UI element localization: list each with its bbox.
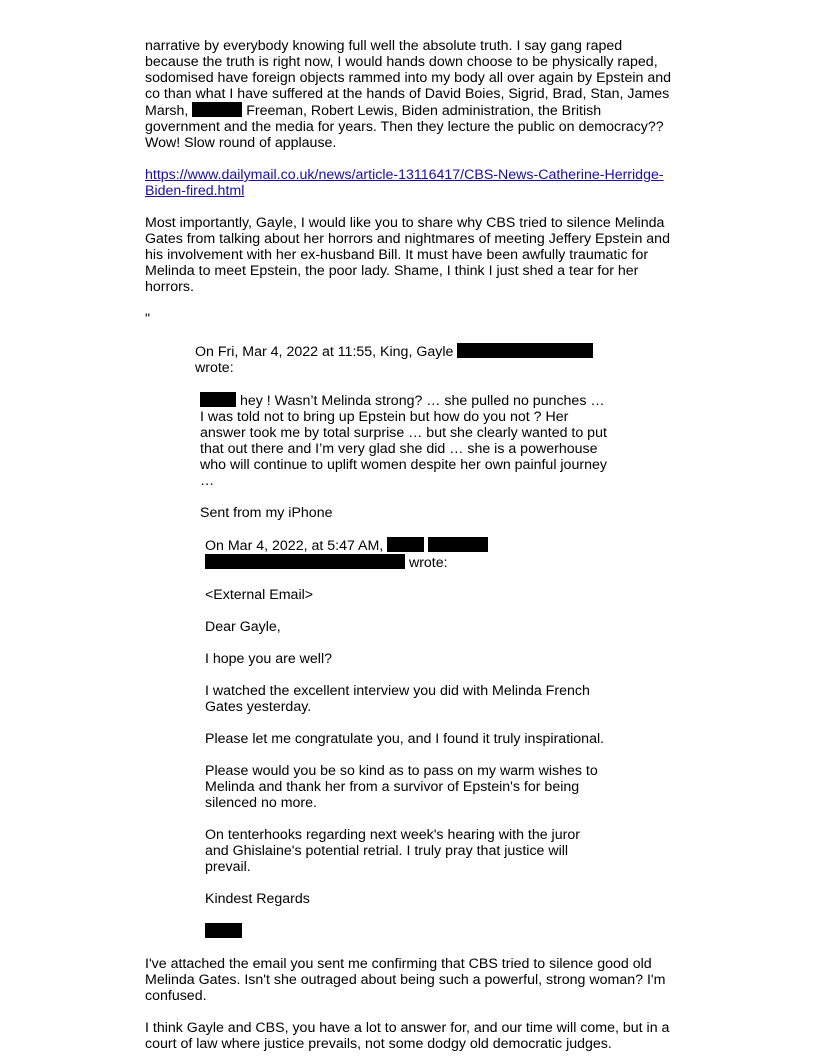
reply-header: [195, 343, 605, 376]
reply-body: [200, 392, 610, 940]
reply-header-wrote: wrote:: [195, 360, 234, 376]
narrative-text-end: Freeman, Robert Lewis, Biden administration, the British government and the media for years. Then they lecture the public on democracy?? Wow! Slow round of applause.: [145, 103, 664, 151]
reply-signature: Sent from my iPhone: [200, 505, 333, 521]
line-wishes: Please would you be so kind as to pass on my warm wishes to Melinda and thank her from a survivor of Epstein's for being silenced no more.: [205, 763, 598, 811]
narrative-text-start: narrative by everybody knowing full well the absolute truth. I say gang raped because the truth is right now, I would hands down choose to be physically raped, sodomised have foreign objects rammed into my body all over again by Epstein and co than what I have suffered at the hands of David Boies, Sigrid, Brad, Stan, James Marsh,: [145, 38, 672, 119]
paragraph-conclusion: I think Gayle and CBS, you have a lot to answer for, and our time will come, but in a court of law where justice prevails, not some dodgy old democratic judges.: [145, 1020, 670, 1052]
original-header-wrote: wrote:: [405, 555, 448, 571]
reply-message: [200, 392, 610, 489]
redaction-bar: [457, 343, 593, 358]
redaction-bar: [205, 923, 242, 938]
redaction-bar: [192, 102, 242, 117]
line-congratulate: Please let me congratulate you, and I found it truly inspirational.: [205, 731, 605, 747]
line-hope: I hope you are well?: [205, 651, 332, 667]
line-interview: I watched the excellent interview you did with Melinda French Gates yesterday.: [205, 683, 590, 715]
quoted-reply-gayle: [195, 343, 605, 940]
signature-redacted: [205, 923, 605, 940]
redaction-bar: [428, 537, 488, 552]
article-link[interactable]: https://www.dailymail.co.uk/news/article-13116417/CBS-News-Catherine-Herridge-Biden-fired.html: [145, 167, 664, 199]
reply-header-text: On Fri, Mar 4, 2022 at 11:55, King, Gayle: [195, 344, 458, 360]
reply-message-text: hey ! Wasn’t Melinda strong? … she pulled no punches … I was told not to bring up Epstein but how do you not ? Her answer took me by total surprise … but she clearly wanted to put that out there and I’m very glad she did … she is a powerhouse who will continue to uplift women despite her own painful journey …: [200, 393, 607, 489]
paragraph-attached: I've attached the email you sent me confirming that CBS tried to silence good old Melinda Gates. Isn't she outraged about being such a powerful, strong woman? I'm confused.: [145, 956, 666, 1004]
article-link-paragraph: [145, 167, 675, 199]
redaction-bar: [205, 554, 405, 569]
quote-mark: ": [145, 311, 151, 327]
greeting: Dear Gayle,: [205, 619, 281, 635]
redaction-bar: [387, 537, 424, 552]
quoted-original-email: [205, 537, 605, 940]
original-header-text: On Mar 4, 2022, at 5:47 AM,: [205, 538, 388, 554]
document-page: [145, 38, 675, 1052]
external-email-tag: <External Email>: [205, 587, 314, 603]
paragraph-narrative: [145, 38, 675, 151]
paragraph-melinda: Most importantly, Gayle, I would like you to share why CBS tried to silence Melinda Gates from talking about her horrors and nightmares of meeting Jeffery Epstein and his involvement with her ex-husband Bill. It must have been awfully traumatic for Melinda to meet Epstein, the poor lady. Shame, I think I just shed a tear for her horrors.: [145, 215, 670, 295]
line-hearing: On tenterhooks regarding next week's hearing with the juror and Ghislaine's potential retrial. I truly pray that justice will prevail.: [205, 827, 580, 875]
closing-regards: Kindest Regards: [205, 891, 310, 907]
redaction-bar: [200, 392, 236, 407]
original-header: [205, 537, 605, 571]
